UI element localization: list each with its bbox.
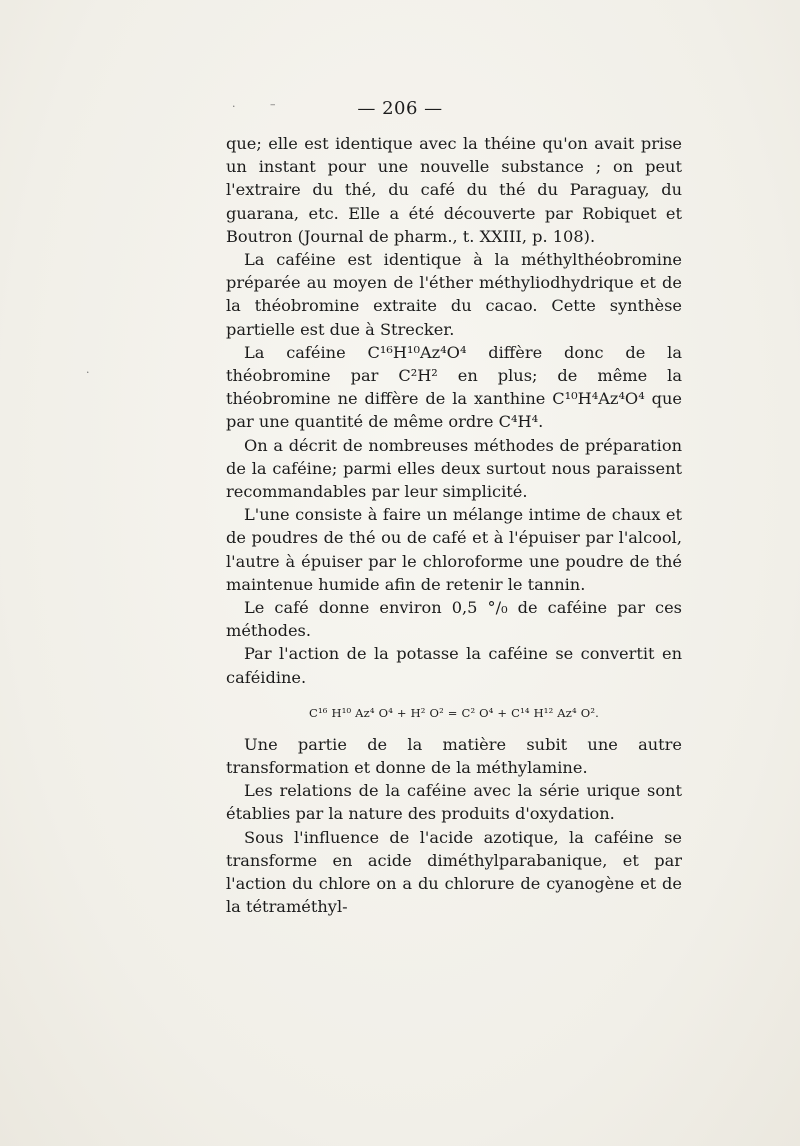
paragraph: La caféine C¹⁶H¹⁰Az⁴O⁴ diffère donc de la théobromine par C²H² en plus; de même la théobromine ne diffère de la xanthine C¹⁰H⁴Az⁴O⁴ que par une quantité de même ordre C⁴H⁴.	[226, 342, 682, 432]
page-number: — 206 —	[357, 98, 443, 119]
paragraph: Une partie de la matière subit une autre transformation et donne de la méthylamine.	[226, 734, 682, 778]
paragraph: La caféine est identique à la méthylthéobromine préparée au moyen de l'éther méthyliodhydrique et de la théobromine extraite du cacao. Cette synthèse partielle est due à Strecker.	[226, 250, 682, 339]
ink-speck: –	[270, 98, 276, 111]
paragraph: On a décrit de nombreuses méthodes de préparation de la caféine; parmi elles deux surtout nous paraissent recommandables par leur simplicité.	[226, 435, 682, 502]
paragraph: Le café donne environ 0,5 °/₀ de caféine par ces méthodes.	[226, 598, 682, 641]
body-text	[226, 132, 682, 919]
ink-speck: ·	[232, 100, 236, 113]
paragraph: Les relations de la caféine avec la série urique sont établies par la nature des produits d'oxydation.	[226, 781, 682, 824]
paragraph: que; elle est identique avec la théine qu'on avait prise un instant pour une nouvelle substance ; on peut l'extraire du thé, du café du thé du Paraguay, du guarana, etc. Elle a été découverte par Robiquet et Boutron (Journal de pharm., t. XXIII, p. 108).	[226, 134, 682, 246]
chemical-equation: C¹⁶ H¹⁰ Az⁴ O⁴ + H² O² = C² O⁴ + C¹⁴ H¹² Az⁴ O².	[308, 705, 600, 720]
paragraph: Par l'action de la potasse la caféine se convertit en caféidine.	[226, 644, 682, 687]
paragraph: L'une consiste à faire un mélange intime de chaux et de poudres de thé ou de café et à l'épuiser par l'alcool, l'autre à épuiser par le chloroforme une poudre de thé maintenue humide afin de retenir le tannin.	[226, 505, 682, 594]
paragraph: Sous l'influence de l'acide azotique, la caféine se transforme en acide diméthylparabanique, et par l'action du chlore on a du chlorure de cyanogène et de la tétraméthyl-	[226, 827, 682, 917]
ink-speck: ·	[86, 366, 90, 379]
